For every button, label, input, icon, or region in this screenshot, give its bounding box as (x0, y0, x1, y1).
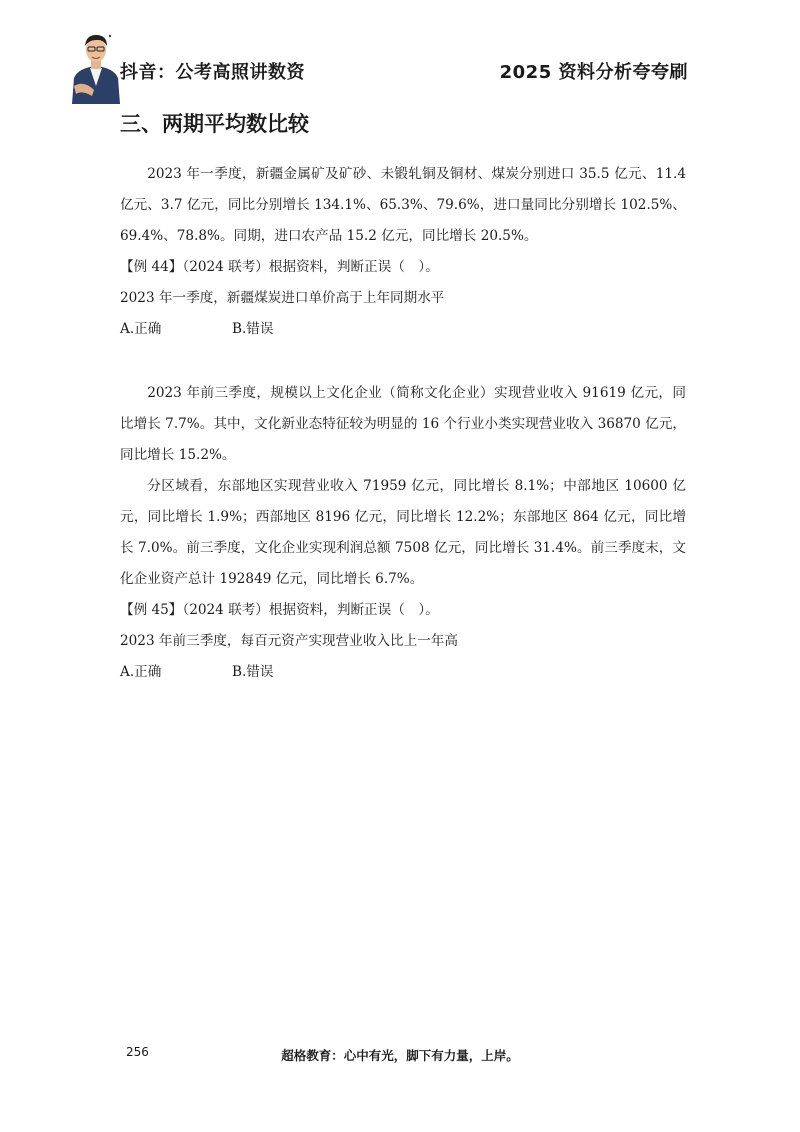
option-b: B.错误 (232, 321, 274, 337)
page-number: 256 (126, 1045, 149, 1059)
example-label: 【例 45】（2024 联考）根据资料，判断正误（ ）。 (120, 602, 439, 618)
example-44-block (120, 159, 686, 345)
answer-options (120, 314, 686, 345)
material-paragraph: 分区域看，东部地区实现营业收入 71959 亿元，同比增长 8.1%；中部地区 10600 亿元，同比增长 1.9%；西部地区 8196 亿元，同比增长 12.2%；东部地区 864 亿元，同比增长 7.0%。前三季度，文化企业实现利润总额 7508 亿元，同比增长 31.4%。前三季度末，文化企业资产总计 192849 亿元，同比增长 6.7%。 (120, 478, 686, 587)
example-label: 【例 44】（2024 联考）根据资料，判断正误（ ）。 (120, 259, 439, 275)
material-paragraph: 2023 年前三季度，规模以上文化企业（简称文化企业）实现营业收入 91619 亿元，同比增长 7.7%。其中，文化新业态特征较为明显的 16 个行业小类实现营业收入 36870 亿元，同比增长 15.2%。 (120, 385, 686, 463)
footer-slogan: 超格教育：心中有光，脚下有力量，上岸。 (281, 1048, 519, 1063)
presenter-portrait-icon (68, 30, 124, 104)
answer-options (120, 657, 686, 688)
material-paragraph: 2023 年一季度，新疆金属矿及矿砂、未锻轧铜及铜材、煤炭分别进口 35.5 亿元、11.4 亿元、3.7 亿元，同比分别增长 134.1%、65.3%、79.6%，进口量同比分别增长 102.5%、69.4%、78.8%。同期，进口农产品 15.2 亿元，同比增长 20.5%。 (120, 166, 686, 244)
section-title: 三、两期平均数比较 (120, 112, 309, 136)
question-text: 2023 年一季度，新疆煤炭进口单价高于上年同期水平 (120, 290, 445, 306)
header-left-title: 抖音：公考高照讲数资 (120, 62, 305, 83)
option-a: A.正确 (120, 321, 162, 337)
option-b: B.错误 (232, 664, 274, 680)
header-right-title: 2025 资料分析夸夸刷 (499, 62, 688, 83)
example-45-block (120, 378, 686, 688)
avatar (68, 30, 124, 104)
option-a: A.正确 (120, 664, 162, 680)
question-text: 2023 年前三季度，每百元资产实现营业收入比上一年高 (120, 633, 458, 649)
